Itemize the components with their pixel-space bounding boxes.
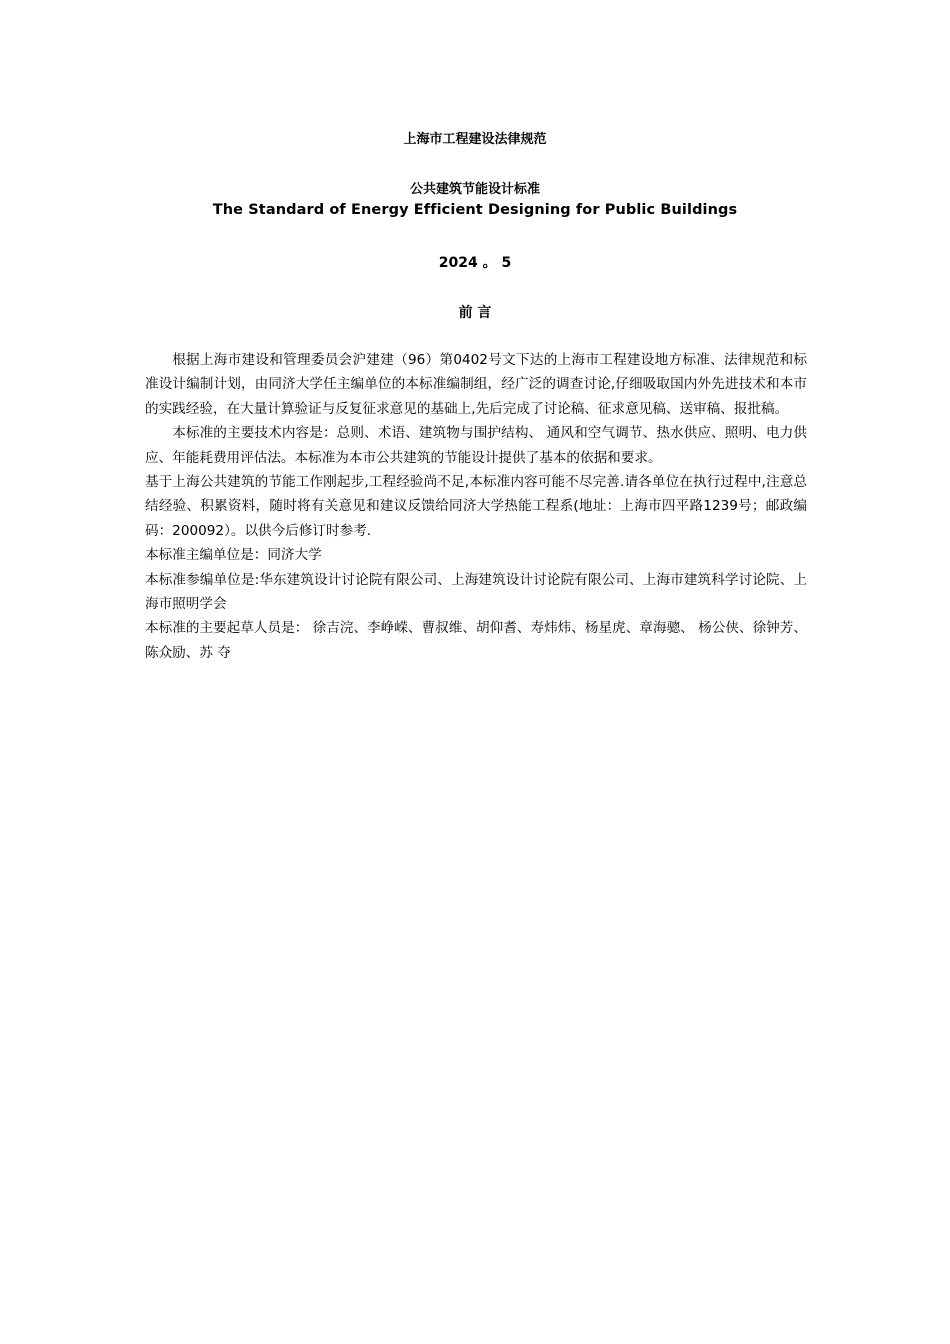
section-title-foreword: 前 言 [458, 305, 492, 321]
foreword-body [145, 348, 807, 665]
document-title-chinese: 公共建筑节能设计标准 [409, 182, 540, 197]
paragraph-participating-units: 本标准参编单位是:华东建筑设计讨论院有限公司、上海建筑设计讨论院有限公司、上海市建筑科学讨论院、上海市照明学会 [145, 571, 807, 613]
paragraph-feedback: 基于上海公共建筑的节能工作刚起步,工程经验尚不足,本标准内容可能不尽完善.请各单位在执行过程中,注意总结经验、积累资料，随时将有关意见和建议反馈给同济大学热能工程系(地址：上海市四平路1239号；邮政编码：200092）。以供今后修订时参考. [145, 474, 807, 539]
paragraph-background: 根据上海市建设和管理委员会沪建建（96）第0402号文下达的上海市工程建设地方标准、法律规范和标准设计编制计划，由同济大学任主编单位的本标准编制组，经广泛的调查讨论,仔细吸取国内外先进技术和本市的实践经验，在大量计算验证与反复征求意见的基础上,先后完成了讨论稿、征求意见稿、送审稿、报批稿。 [145, 352, 807, 417]
paragraph-drafters: 本标准的主要起草人员是： 徐吉浣、李峥嵘、曹叔维、胡仰耆、寿炜炜、杨星虎、章海骢、 杨公侠、徐钟芳、陈众励、苏 夺 [145, 620, 807, 661]
document-title-english: The Standard of Energy Efficient Designing for Public Buildings [212, 202, 738, 218]
series-title: 上海市工程建设法律规范 [403, 132, 547, 147]
publication-date: 2024 。 5 [438, 255, 512, 271]
paragraph-main-content: 本标准的主要技术内容是：总则、术语、建筑物与围护结构、 通风和空气调节、热水供应、照明、电力供应、年能耗费用评估法。本标准为本市公共建筑的节能设计提供了基本的依据和要求。 [145, 425, 807, 466]
paragraph-chief-editor: 本标准主编单位是：同济大学 [145, 547, 322, 564]
